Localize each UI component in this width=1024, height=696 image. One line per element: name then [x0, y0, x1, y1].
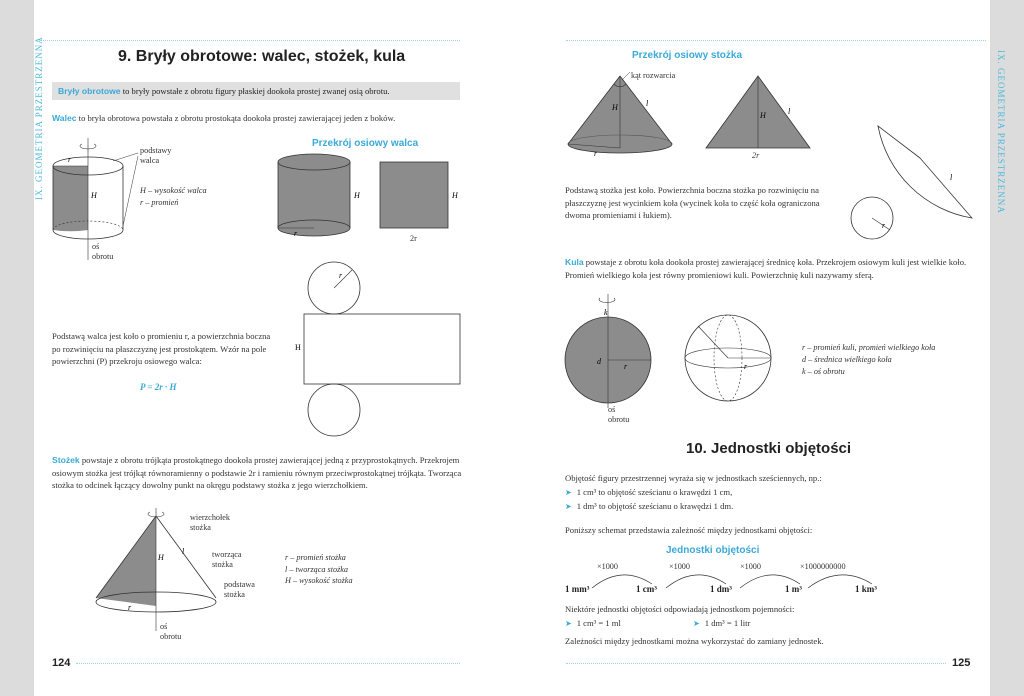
stozek-description: Podstawą stożka jest koło. Powierzchnia boczna stożka po rozwinięciu na płaszczyznę jest wycinkiem koła (wycinek koła to część koła ograniczona dwoma promieniami i łukiem).: [565, 185, 820, 221]
schema-title: Jednostki objętości: [666, 545, 760, 556]
triangle-label-l: l: [788, 107, 791, 116]
stozek-definition-text: powstaje z obrotu trójkąta prostokątnego dookoła prostej zawierającej jedną z przyprostokątnych. Przekrojem osiowym stożka jest trójkąt równoramienny o podstawie 2r i ramieniu równym przeciwprostokątnej trójkąta. Tworząca stożka to odcinek łączący dowolny punkt na okręgu podstawy stożka z jego wierzchołkiem.: [52, 455, 462, 491]
jednostki-bullets: [565, 486, 733, 513]
cylinder-section-figure: [272, 148, 472, 248]
label-os-obrotu-walca: oś obrotu: [92, 242, 114, 261]
leader-kat-rozwarcia: [622, 72, 630, 80]
bullet-item: [565, 500, 733, 514]
walec-definition: [52, 112, 462, 125]
definition-bryly-text: to bryły powstałe z obrotu figury płaskiej dookoła prostej zwanej osią obrotu.: [120, 86, 390, 96]
unit-m3: 1 m³: [785, 584, 802, 594]
top-rule-right: [566, 40, 986, 41]
label-d: d: [597, 357, 601, 366]
bullet-dm3: 1 dm³ to objętość sześcianu o krawędzi 1 dm.: [576, 500, 734, 511]
kula-definition: [565, 256, 973, 281]
cone-label-r: r: [128, 603, 132, 612]
page-title-bryly: 9. Bryły obrotowe: walec, stożek, kula: [118, 48, 406, 65]
capacity-list: [565, 617, 865, 631]
capacity-ml: 1 cm³ = 1 ml: [576, 618, 621, 628]
left-page-margin-strip: [0, 0, 34, 696]
term-stozek: Stożek: [52, 455, 80, 465]
bullet-cm3: 1 cm³ to objętość sześcianu o krawędzi 1 cm,: [576, 487, 733, 497]
cone-section-figures: [560, 62, 820, 172]
label-podstawy-walca: podstawy walca: [140, 146, 172, 165]
legend-l: l – tworząca stożka: [285, 564, 349, 574]
section-title-przekroj-stozka: Przekrój osiowy stożka: [632, 50, 743, 61]
label-r-promien: r – promień: [140, 198, 179, 207]
net-radius: [334, 270, 352, 288]
jednostki-intro: Objętość figury przestrzennej wyraża się w jednostkach sześciennych, np.:: [565, 473, 822, 483]
page-number-right: 125: [952, 657, 971, 669]
sphere-rotation-arrow-icon: [599, 298, 615, 302]
left-chapter-label: IX. GEOMETRIA PRZESTRZENNA: [34, 36, 44, 200]
sphere-label-r: r: [744, 362, 748, 371]
label-r-circle: r: [624, 362, 628, 371]
closing-text: Zależności między jednostkami można wykorzystać do zamiany jednostek.: [565, 636, 824, 646]
factor-mm-cm: ×1000: [597, 562, 618, 571]
term-walec: Walec: [52, 113, 77, 123]
arrow-bullet-icon: ➤: [565, 488, 572, 497]
legend-r: r – promień stożka: [285, 553, 346, 562]
factor-dm-m: ×1000: [740, 562, 761, 571]
right-cone-label-H: H: [612, 103, 618, 112]
arrow-bullet-icon: ➤: [565, 501, 572, 511]
cone-net-sector: [878, 126, 972, 218]
section-cylinder-label-r: r: [294, 229, 298, 238]
capacity-litr: 1 dm³ = 1 litr: [704, 618, 751, 628]
triangle-label-H: H: [760, 111, 766, 120]
bottom-rule-right: [566, 663, 946, 664]
cylinder-shaded-half: [53, 166, 88, 231]
unit-dm3: 1 dm³: [710, 584, 732, 594]
cone-label-H: H: [158, 553, 164, 562]
stozek-definition: [52, 454, 462, 492]
page-number-left: 124: [52, 657, 71, 669]
term-kula: Kula: [565, 257, 584, 267]
stozek-legend: [285, 552, 353, 587]
top-rule-left: [40, 40, 460, 41]
factor-m-km: ×1000000000: [800, 562, 846, 571]
right-cone-label-r: r: [594, 149, 598, 158]
net-bottom-circle: [308, 384, 360, 436]
right-chapter-label: IX. GEOMETRIA PRZESTRZENNA: [996, 50, 1006, 214]
label-tworzaca-stozka: tworząca stożka: [212, 550, 242, 569]
formula-walec: P = 2r · H: [140, 382, 177, 392]
section-title-przekroj-walca: Przekrój osiowy walca: [312, 138, 419, 149]
axial-section-square: [380, 162, 448, 228]
label-2r-walec: 2r: [410, 234, 417, 243]
section-rect-in-cylinder: [278, 154, 350, 236]
leader-podstawy-top: [113, 153, 138, 161]
cone-net-radius: [872, 218, 890, 230]
bottom-rule-left: [76, 663, 460, 664]
label-os-obrotu-kuli: oś obrotu: [608, 405, 630, 424]
legend-kula-r: r – promień kuli, promień wielkiego koła: [802, 343, 936, 352]
walec-definition-text: to bryła obrotowa powstała z obrotu prostokąta dookoła prostej zawierającej jeden z boków.: [76, 113, 396, 123]
sphere-radius-2: [698, 326, 728, 358]
leader-podstawy-bottom: [123, 156, 138, 226]
term-bryly-obrotowe: Bryły obrotowe: [58, 86, 121, 96]
cone-net-label-r: r: [882, 221, 886, 230]
bullet-item: [565, 486, 733, 500]
square-label-H: H: [452, 191, 458, 200]
arrow-bullet-icon: ➤: [565, 619, 572, 628]
cone-label-l: l: [182, 547, 185, 556]
cylinder-figure: [48, 136, 228, 266]
cylinder-net-figure: [292, 258, 472, 438]
unit-km3: 1 km³: [855, 584, 877, 594]
sphere-figures: [558, 290, 788, 420]
legend-H: H – wysokość stożka: [285, 576, 353, 585]
net-lateral-rectangle: [304, 314, 460, 384]
cone-net-label-l: l: [950, 173, 953, 182]
label-H-wysokosc: H – wysokość walca: [140, 186, 207, 195]
legend-kula-d: d – średnica wielkiego koła: [802, 355, 892, 364]
label-wierzcholek-stozka: wierzchołek stożka: [190, 513, 231, 532]
arrow-bullet-icon: ➤: [693, 619, 700, 628]
capacity-intro: Niektóre jednostki objętości odpowiadają jednostkom pojemności:: [565, 604, 795, 614]
kula-definition-text: powstaje z obrotu koła dookoła prostej zawierającej średnicę koła. Przekrojem osiowym kuli jest wielkie koło. Promień wielkiego koła jest równy promieniowi kuli. Powierzchnię kuli nazywamy sferą.: [565, 257, 967, 280]
kula-legend: [802, 342, 935, 378]
label-kat-rozwarcia: kąt rozwarcia: [631, 71, 676, 80]
factor-cm-dm: ×1000: [669, 562, 690, 571]
label-os-obrotu-stozka: oś obrotu: [160, 622, 182, 641]
net-label-H: H: [295, 343, 301, 352]
legend-kula-k: k – oś obrotu: [802, 367, 845, 376]
cylinder-label-H: H: [91, 191, 97, 200]
label-2r-stozek: 2r: [752, 151, 760, 160]
cone-net-figure: [846, 120, 976, 250]
label-podstawa-stozka: podstawa stożka: [224, 580, 255, 599]
walec-description: Podstawą walca jest koło o promieniu r, a powierzchnia boczna po rozwinięciu na płaszczyznę jest prostokątem. Wzór na pole powierzchni (P) przekroju osiowego walca:: [52, 331, 271, 367]
definition-box-bryly: [52, 82, 460, 100]
unit-cm3: 1 cm³: [636, 584, 657, 594]
right-cone-label-l: l: [646, 99, 649, 108]
section-title-jednostki: 10. Jednostki objętości: [686, 440, 852, 457]
schema-intro: Poniższy schemat przedstawia zależność między jednostkami objętości:: [565, 525, 813, 535]
unit-mm3: 1 mm³: [565, 584, 590, 594]
net-label-r: r: [339, 271, 343, 280]
label-k: k: [604, 308, 608, 317]
section-cylinder-label-H: H: [354, 191, 360, 200]
cylinder-label-r: r: [68, 155, 72, 164]
